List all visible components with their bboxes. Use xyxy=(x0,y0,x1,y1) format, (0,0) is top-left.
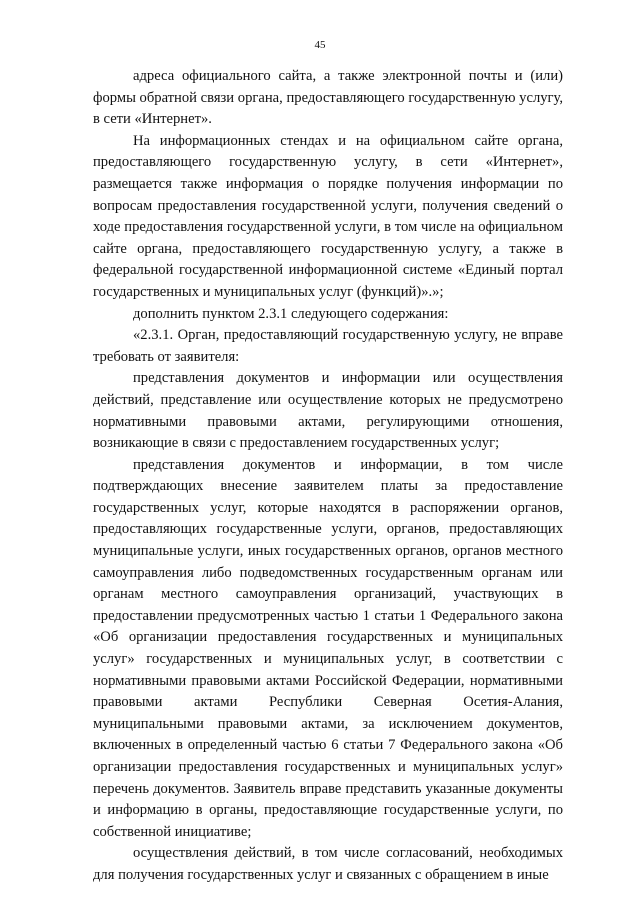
paragraph-contact-info: адреса официального сайта, а также электронной почты и (или) формы обратной связи органа, предоставляющего государственную услугу, в сети «Интернет». xyxy=(93,68,563,128)
paragraph-info-stands: На информационных стендах и на официальном сайте органа, предоставляющего государственную услугу, в сети «Интернет», размещается также информация о порядке получения информации по вопросам предоставления государственной услуги, получения сведений о ходе предоставления государственной услуги, в том числе на официальном сайте органа, предоставляющего государственную услугу, а также в федеральной государственной информационной системе «Единый портал государственных и муниципальных услуг (функций)».»; xyxy=(93,132,563,300)
paragraph-actions-approvals: осуществления действий, в том числе согласований, необходимых для получения государственных услуг и связанных с обращением в иные xyxy=(93,845,563,883)
paragraph-clause-2-3-1: «2.3.1. Орган, предоставляющий государственную услугу, не вправе требовать от заявителя: xyxy=(93,327,563,365)
page-number: 45 xyxy=(314,39,326,51)
paragraph-documents-information: представления документов и информации, в том числе подтверждающих внесение заявителем платы за предоставление государственных услуг, которые находятся в распоряжении органов, предоставляющих государственные услуги, органов, предоставляющих муниципальные услуги, иных государственных органов, органов местного самоуправления либо подведомственных государственным органам или органам местного самоуправления организаций, участвующих в предоставлении предусмотренных частью 1 статьи 1 Федерального закона «Об организации предоставления государственных и муниципальных услуг» государственных и муниципальных услуг, в соответствии с нормативными правовыми актами Российской Федерации, нормативными правовыми актами Республики Северная Осетия-Алания, муниципальными правовыми актами, за исключением документов, включенных в определенный частью 6 статьи 7 Федерального закона «Об организации предоставления государственных и муниципальных услуг» перечень документов. Заявитель вправе представить указанные документы и информацию в органы, предоставляющие государственные услуги, по собственной инициативе; xyxy=(93,456,563,840)
document-body xyxy=(93,66,563,887)
paragraph-add-clause: дополнить пунктом 2.3.1 следующего содержания: xyxy=(133,305,449,322)
paragraph-documents-actions: представления документов и информации или осуществления действий, представление или осуществление которых не предусмотрено нормативными правовыми актами, регулирующими отношения, возникающие в связи с предоставлением государственных услуг; xyxy=(93,370,563,452)
